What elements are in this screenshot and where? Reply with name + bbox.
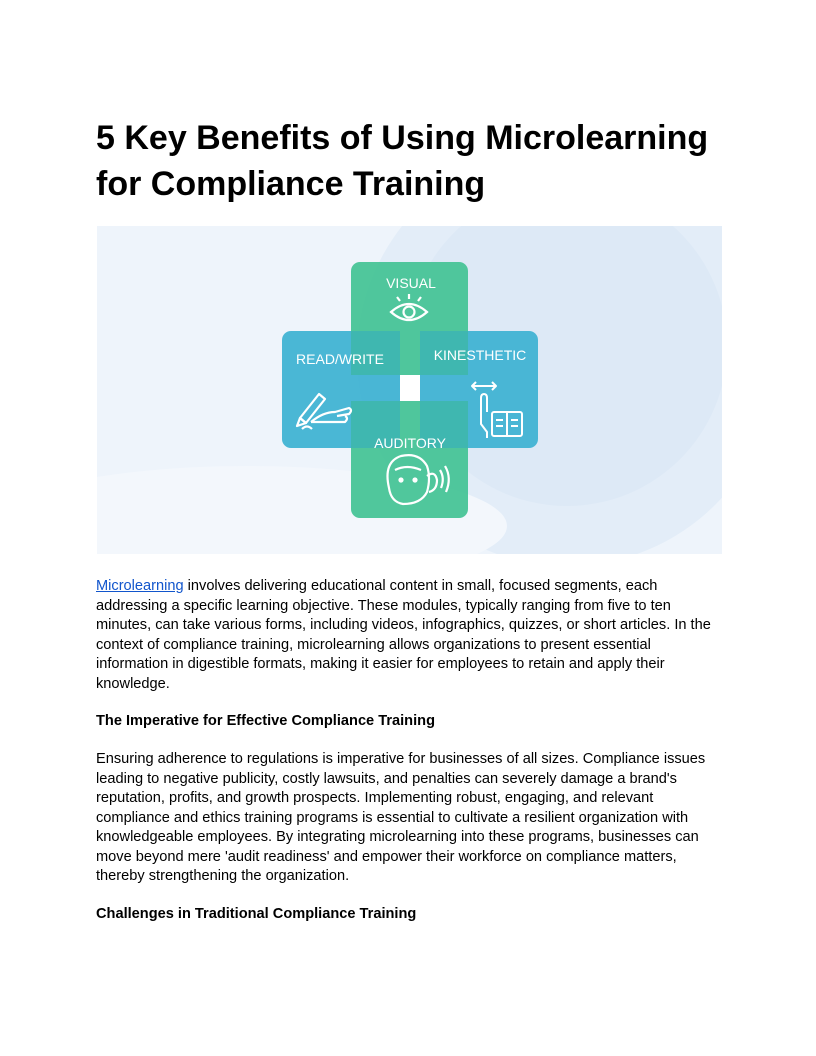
intro-text: involves delivering educational content in small, focused segments, each addressing a specific learning objective. These modules, typically ranging from five to ten minutes, can take various forms, including videos, infographics, quizzes, or short articles. In the context of compliance training, microlearning allows organizations to present essential information in digestible formats, making it easier for employees to retain and apply their knowledge. — [96, 578, 711, 692]
section-heading-challenges: Challenges in Traditional Compliance Training — [96, 906, 417, 922]
kinesthetic-label: KINESTHETIC — [433, 347, 527, 363]
intro-paragraph — [96, 577, 726, 694]
section-heading-imperative: The Imperative for Effective Compliance Training — [96, 713, 435, 729]
read-write-label: READ/WRITE — [296, 351, 384, 367]
section-paragraph-imperative: Ensuring adherence to regulations is imperative for businesses of all sizes. Compliance issues leading to negative publicity, costly lawsuits, and penalties can severely damage a brand's reputation, profits, and growth prospects. Implementing robust, engaging, and relevant compliance and ethics training programs is essential to cultivate a resilient organization with knowledgeable employees. By integrating microlearning into these programs, businesses can move beyond mere 'audit readiness' and empower their workforce on compliance matters, thereby strengthening the organization. — [96, 751, 706, 884]
auditory-label: AUDITORY — [374, 435, 446, 451]
learning-styles-illustration — [97, 226, 722, 554]
microlearning-link[interactable]: Microlearning — [96, 578, 184, 594]
page-title: 5 Key Benefits of Using Microlearning for Compliance Training — [96, 119, 709, 203]
visual-label: VISUAL — [386, 275, 436, 291]
